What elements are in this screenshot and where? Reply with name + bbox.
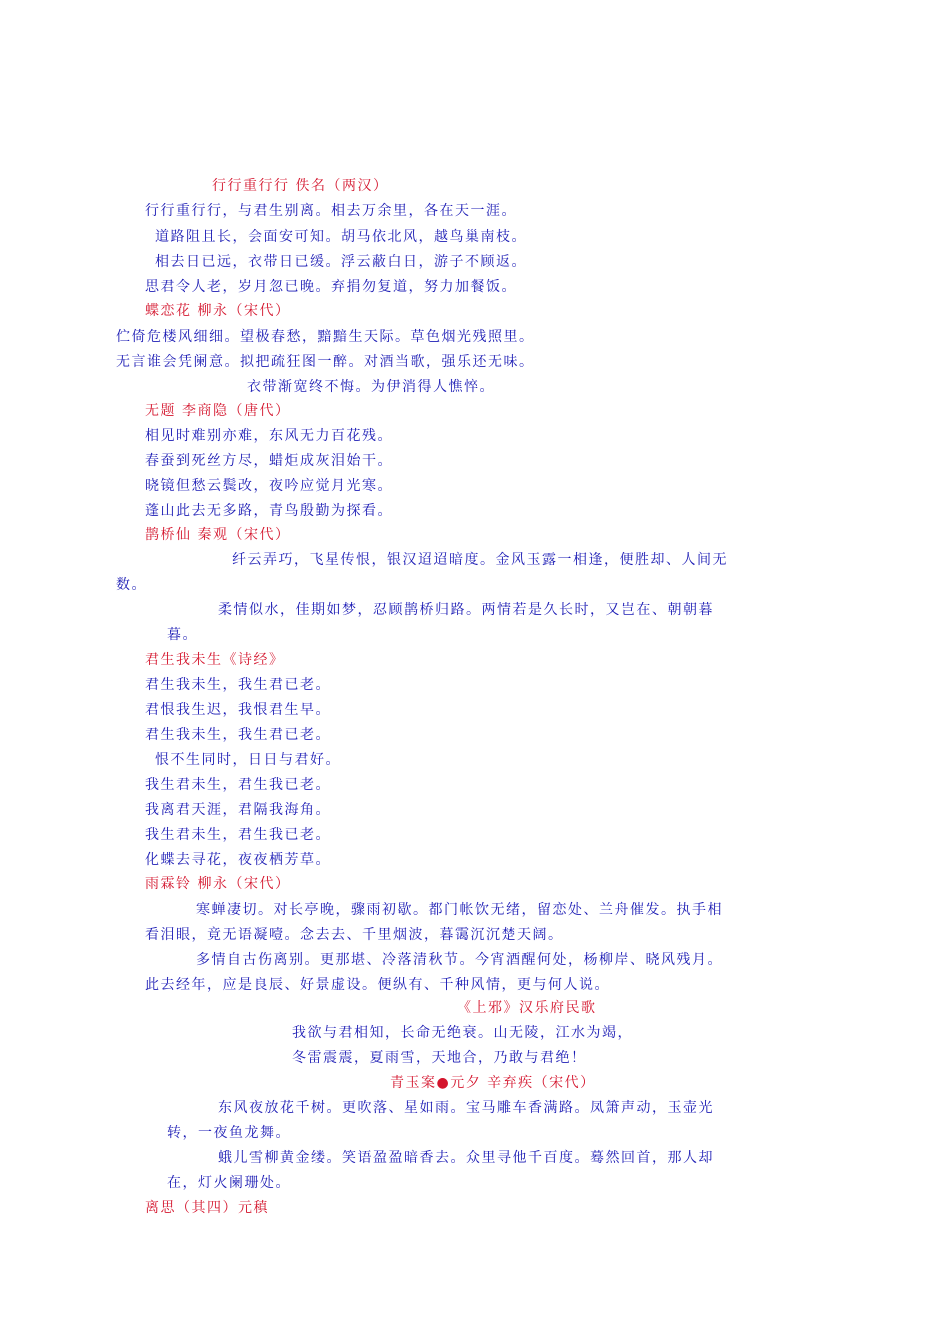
poem-line: 衣带渐宽终不悔。为伊消得人憔悴。	[247, 379, 495, 395]
poem-title: 《上邪》汉乐府民歌	[457, 1000, 597, 1016]
poem-line: 君恨我生迟，我恨君生早。	[145, 702, 331, 718]
poem-line: 我欲与君相知，长命无绝衰。山无陵，江水为竭，	[292, 1025, 633, 1041]
poem-line: 化蝶去寻花，夜夜栖芳草。	[145, 852, 331, 868]
poem-line: 恨不生同时，日日与君好。	[155, 752, 341, 768]
poem-line: 春蚕到死丝方尽，蜡炬成灰泪始干。	[145, 453, 393, 469]
poem-title: 鹊桥仙 秦观（宋代）	[145, 527, 291, 543]
poem-line: 寒蝉凄切。对长亭晚，骤雨初歇。都门帐饮无绪，留恋处、兰舟催发。执手相	[196, 902, 723, 918]
poem-line: 我离君天涯，君隔我海角。	[145, 802, 331, 818]
poem-line: 看泪眼，竟无语凝噎。念去去、千里烟波，暮霭沉沉楚天阔。	[145, 927, 564, 943]
poem-line: 晓镜但愁云鬓改，夜吟应觉月光寒。	[145, 478, 393, 494]
poem-line: 无言谁会凭阑意。拟把疏狂图一醉。对酒当歌，强乐还无味。	[116, 354, 535, 370]
poem-line: 冬雷震震，夏雨雪，天地合，乃敢与君绝！	[292, 1050, 587, 1066]
poem-line: 蛾儿雪柳黄金缕。笑语盈盈暗香去。众里寻他千百度。蓦然回首，那人却	[218, 1150, 714, 1166]
poem-line: 君生我未生，我生君已老。	[145, 677, 331, 693]
poem-line: 东风夜放花千树。更吹落、星如雨。宝马雕车香满路。凤箫声动，玉壶光	[218, 1100, 714, 1116]
poem-line: 蓬山此去无多路，青鸟殷勤为探看。	[145, 503, 393, 519]
poem-line: 柔情似水，佳期如梦，忍顾鹊桥归路。两情若是久长时，又岂在、朝朝暮	[218, 602, 714, 618]
poem-line: 纤云弄巧，飞星传恨，银汉迢迢暗度。金风玉露一相逢，便胜却、人间无	[232, 552, 728, 568]
poem-line: 此去经年，应是良辰、好景虚设。便纵有、千种风情，更与何人说。	[145, 977, 610, 993]
poem-line: 相见时难别亦难，东风无力百花残。	[145, 428, 393, 444]
poem-line: 我生君未生，君生我已老。	[145, 777, 331, 793]
poem-title: 离思（其四）元稹	[145, 1200, 269, 1216]
poem-line: 思君令人老，岁月忽已晚。弃捐勿复道，努力加餐饭。	[145, 279, 517, 295]
poem-line: 转，一夜鱼龙舞。	[167, 1125, 291, 1141]
poem-title: 青玉案●元夕 辛弃疾（宋代）	[390, 1075, 596, 1091]
poem-title: 无题 李商隐（唐代）	[145, 403, 291, 419]
poem-line: 君生我未生，我生君已老。	[145, 727, 331, 743]
poem-line: 暮。	[167, 627, 198, 643]
poem-title: 雨霖铃 柳永（宋代）	[145, 876, 291, 892]
poem-title: 行行重行行 佚名（两汉）	[212, 178, 389, 194]
poem-line: 在，灯火阑珊处。	[167, 1175, 291, 1191]
poem-line: 多情自古伤离别。更那堪、冷落清秋节。今宵酒醒何处，杨柳岸、晓风残月。	[196, 952, 723, 968]
poem-line: 伫倚危楼风细细。望极春愁，黯黯生天际。草色烟光残照里。	[116, 329, 535, 345]
poem-line: 道路阻且长，会面安可知。胡马依北风，越鸟巢南枝。	[155, 229, 527, 245]
poem-line: 我生君未生，君生我已老。	[145, 827, 331, 843]
poem-title: 君生我未生《诗经》	[145, 652, 285, 668]
poem-line: 数。	[116, 577, 147, 593]
poem-line: 行行重行行，与君生别离。相去万余里，各在天一涯。	[145, 203, 517, 219]
poem-line: 相去日已远，衣带日已缓。浮云蔽白日，游子不顾返。	[155, 254, 527, 270]
poem-title: 蝶恋花 柳永（宋代）	[145, 303, 291, 319]
